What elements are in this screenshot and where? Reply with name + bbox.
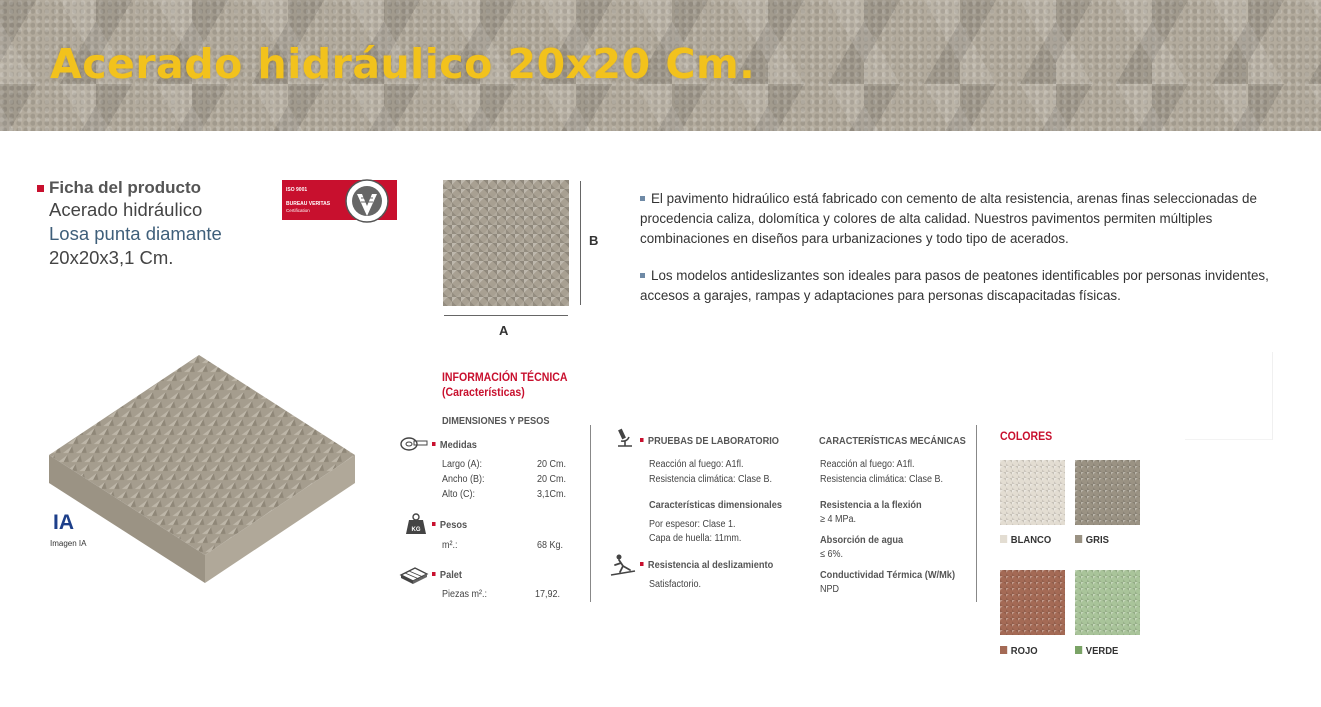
- colors-heading: COLORES: [1000, 429, 1053, 443]
- dimension-label-a: A: [499, 323, 509, 338]
- color-dot-icon: [1000, 646, 1007, 654]
- product-model: Losa punta diamante: [49, 223, 222, 244]
- tape-measure-icon: [400, 436, 428, 452]
- palet-label: [432, 569, 462, 581]
- color-dot-icon: [1075, 535, 1082, 543]
- product-heading: [37, 178, 222, 198]
- dims-heading: DIMENSIONES Y PESOS: [442, 415, 550, 427]
- column-divider: [976, 425, 977, 602]
- slip-heading: [640, 559, 773, 571]
- dimension-line-a: [444, 315, 568, 316]
- lab-dim-heading: Características dimensionales: [649, 499, 783, 511]
- lab-heading-text: PRUEBAS DE LABORATORIO: [647, 435, 780, 447]
- pesos-text: Pesos: [439, 519, 468, 531]
- certifier-name: BUREAU VERITAS: [286, 201, 331, 207]
- microscope-icon: [614, 427, 636, 449]
- tile-top-view-image: [443, 180, 569, 306]
- color-label-verde-text: VERDE: [1085, 645, 1119, 657]
- color-label-gris: [1075, 534, 1109, 546]
- color-label-blanco-text: BLANCO: [1010, 534, 1052, 546]
- weight-icon: [405, 513, 427, 535]
- color-label-verde: [1075, 645, 1118, 657]
- color-dot-icon: [1075, 646, 1082, 654]
- bullet-icon: [640, 438, 644, 442]
- dimension-label-b: B: [589, 233, 599, 248]
- ancho-value: 20 Cm.: [537, 474, 567, 485]
- description-paragraph-2: [640, 266, 1280, 306]
- description-text-1: El pavimento hidraúlico está fabricado con cemento de alta resistencia, arenas finas seleccionadas de procedencia caliza, dolomítica y colores de alta calidad. Nuestros pavimentos permiten múltiples combinaciones en diseños para urbanizaciones y todo tipo de acerados.: [640, 191, 1257, 246]
- mech-flex-heading: Resistencia a la flexión: [820, 499, 922, 511]
- slip-value: Satisfactorio.: [649, 579, 702, 590]
- ia-logo: IA: [53, 511, 74, 534]
- color-label-blanco: [1000, 534, 1051, 546]
- iso-label: ISO 9001: [286, 187, 308, 193]
- certifier-sub: Certification: [286, 208, 310, 213]
- tech-info-title-line2: (Características): [442, 385, 525, 399]
- lab-heading: [640, 435, 779, 447]
- pallet-icon: [399, 565, 429, 585]
- mech-heading: CARACTERÍSTICAS MECÁNICAS: [819, 435, 966, 447]
- swatch-blanco: [1000, 460, 1065, 525]
- tech-info-title-line1: INFORMACIÓN TÉCNICA: [442, 370, 568, 384]
- mech-termica-heading: Conductividad Térmica (W/Mk): [820, 569, 956, 581]
- bullet-icon: [640, 196, 645, 201]
- m2-label: m².:: [442, 540, 458, 551]
- largo-label: Largo (A):: [442, 459, 483, 470]
- pesos-label: [432, 519, 467, 531]
- mech-agua-heading: Absorción de agua: [820, 534, 904, 546]
- bullet-icon: [640, 273, 645, 278]
- bullet-icon: [640, 562, 644, 566]
- lab-huella: Capa de huella: 11mm.: [649, 533, 742, 544]
- description-text-2: Los modelos antideslizantes son ideales para pasos de peatones identificables por personas invidentes, accesos a garajes, rampas y adaptaciones para personas discapacitadas físicas.: [640, 268, 1269, 303]
- bullet-icon: [37, 185, 44, 192]
- image-caption: Imagen IA: [50, 539, 87, 548]
- mech-agua-value: ≤ 6%.: [820, 549, 843, 560]
- mech-clima: Resistencia climática: Clase B.: [820, 474, 944, 485]
- lab-clima: Resistencia climática: Clase B.: [649, 474, 773, 485]
- swatch-rojo: [1000, 570, 1065, 635]
- medidas-text: Medidas: [439, 439, 477, 451]
- product-heading-text: Ficha del producto: [49, 178, 202, 197]
- product-header: [37, 178, 222, 270]
- column-divider: [590, 425, 591, 602]
- mech-fuego: Reacción al fuego: A1fl.: [820, 459, 915, 470]
- mech-termica-value: NPD: [820, 584, 840, 595]
- header-banner: [0, 0, 1321, 131]
- palet-text: Palet: [439, 569, 463, 581]
- swatch-gris: [1075, 460, 1140, 525]
- dimension-line-b: [580, 181, 581, 305]
- mech-flex-value: ≥ 4 MPa.: [820, 514, 856, 525]
- piezas-value: 17,92.: [535, 589, 561, 600]
- largo-value: 20 Cm.: [537, 459, 567, 470]
- tech-info-title: [442, 370, 568, 400]
- description-paragraph-1: [640, 189, 1280, 249]
- product-name: Acerado hidráulico: [49, 199, 203, 220]
- swatch-verde: [1075, 570, 1140, 635]
- slip-heading-text: Resistencia al deslizamiento: [647, 559, 774, 571]
- color-label-rojo: [1000, 645, 1038, 657]
- lab-fuego: Reacción al fuego: A1fl.: [649, 459, 744, 470]
- medidas-label: [432, 439, 477, 451]
- bullet-icon: [432, 572, 436, 576]
- weight-icon-text: KG: [411, 527, 421, 533]
- bureau-veritas-seal-icon: [345, 176, 389, 226]
- ancho-label: Ancho (B):: [442, 474, 485, 485]
- color-label-gris-text: GRIS: [1085, 534, 1109, 546]
- bullet-icon: [432, 522, 436, 526]
- alto-label: Alto (C):: [442, 489, 476, 500]
- faint-frame: [1185, 352, 1273, 440]
- color-dot-icon: [1000, 535, 1007, 543]
- lab-espesor: Por espesor: Clase 1.: [649, 519, 736, 530]
- product-size: 20x20x3,1 Cm.: [49, 247, 174, 268]
- color-label-rojo-text: ROJO: [1010, 645, 1038, 657]
- tile-3d-image: [49, 355, 355, 583]
- m2-value: 68 Kg.: [537, 540, 564, 551]
- page-title: Acerado hidráulico 20x20 Cm.: [50, 40, 756, 88]
- bullet-icon: [432, 442, 436, 446]
- slip-icon: [610, 553, 636, 577]
- alto-value: 3,1Cm.: [537, 489, 567, 500]
- piezas-label: Piezas m².:: [442, 589, 488, 600]
